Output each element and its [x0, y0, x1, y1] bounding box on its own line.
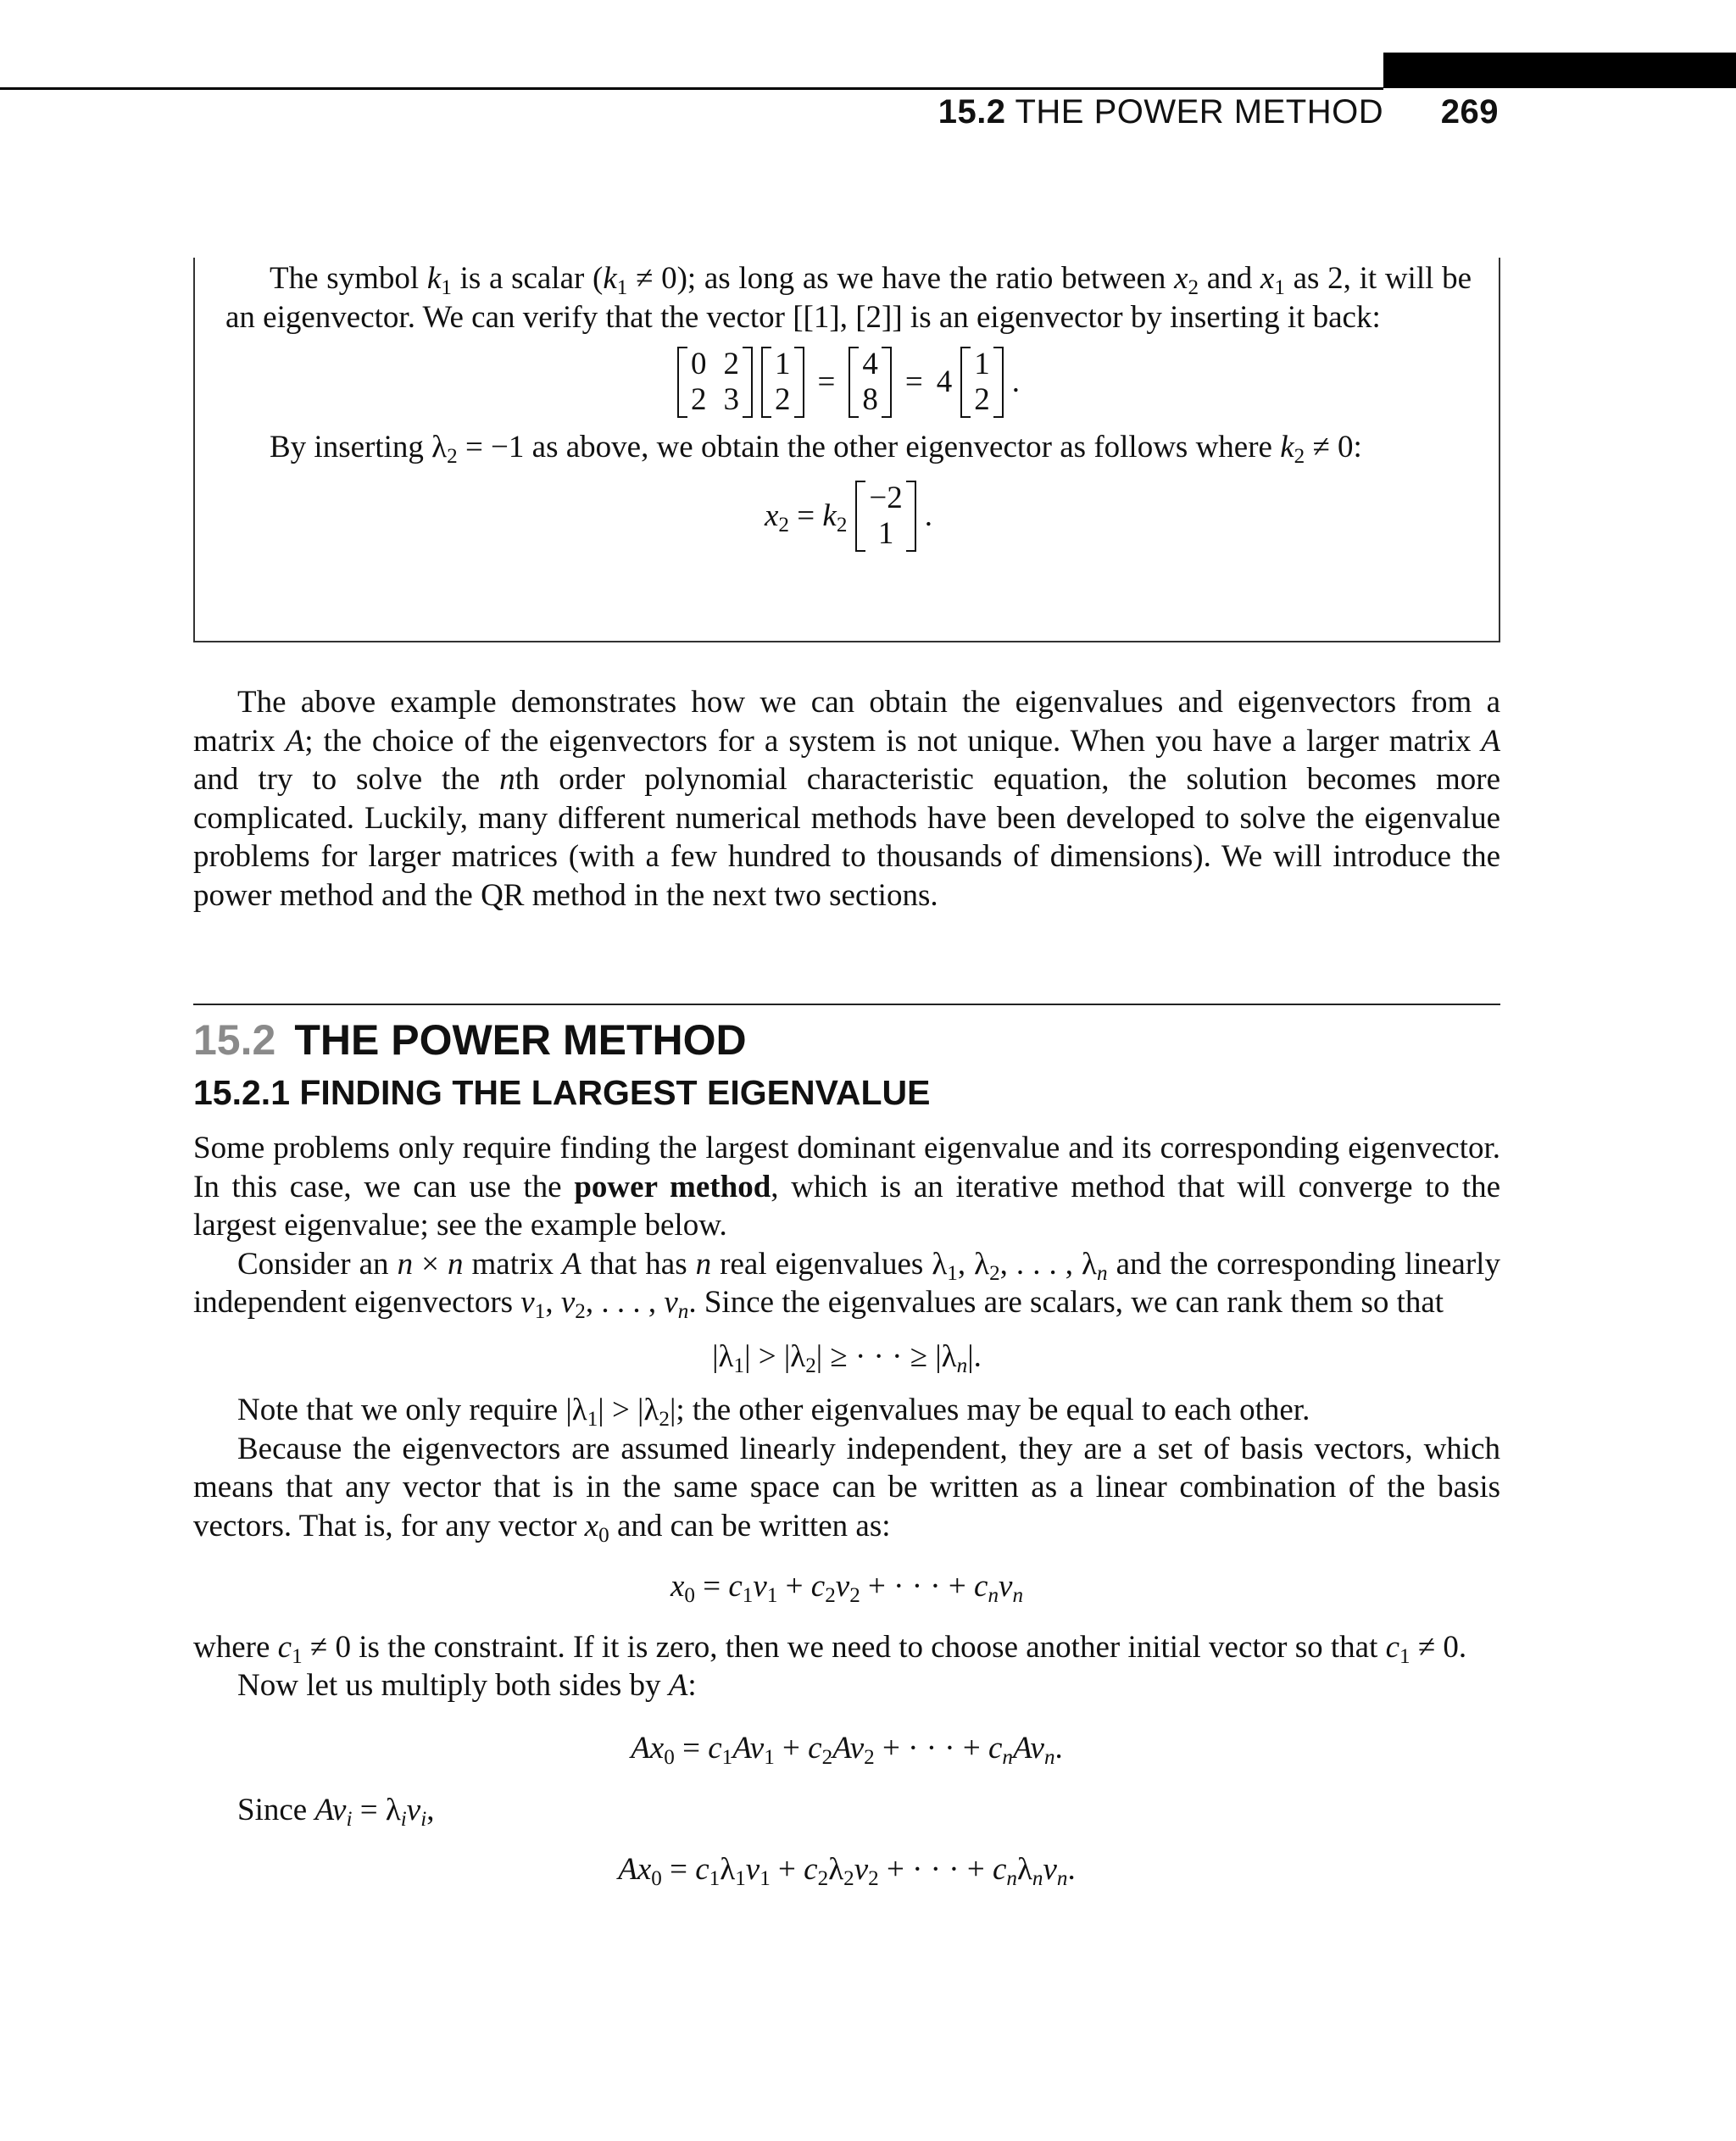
vector-v1: 1 2 [761, 347, 804, 418]
vector-v1-repeat: 1 2 [960, 347, 1004, 418]
body-paragraph-7: Since $Av_i = \lambda_iv_i$, [237, 1793, 435, 1832]
vector-e2: −2 1 [855, 481, 915, 552]
section-rule [193, 1004, 1500, 1005]
running-head-section-number: 15.2 [938, 93, 1006, 131]
running-head [938, 93, 1499, 131]
body-paragraph-1: Some problems only require finding the largest dominant eigenvalue and its corresponding eigenvector. In this case, we can use the power method, which is an iterative method that will converge to the largest eigenvalue; see the example below. [193, 1131, 1501, 1243]
eigenvector-verification-equation: 0 2 2 3 1 2 = 4 8 = 4 1 2 . [225, 347, 1472, 418]
subsection-heading: 15.2.1 FINDING THE LARGEST EIGENVALUE [193, 1073, 931, 1112]
linear-combination-equation: $x_0 = c_1v_1 + c_2v_2$ + · · · + $c_nv_n$ [670, 1569, 1024, 1608]
body-paragraph-4: Because the eigenvectors are assumed linearly independent, they are a set of basis vectors, which means that any vector that is in the same space can be written as a linear combination of the basis vectors. That is, for any vector $x_0$ and can be written as: [193, 1431, 1500, 1547]
matrix-a: 0 2 2 3 [677, 347, 753, 418]
body-paragraph-2: Consider an n × n matrix A that has n real eigenvalues $\lambda_1$, $\lambda_2$, . . . , $\lambda_n$ and the corresponding linearly independent eigenvectors $v_1$, $v_2$, . . . , $v_n$. Since the eigenvalues are scalars, we can rank them so that [193, 1246, 1500, 1324]
eigenvalue-ordering-equation: $|\lambda_1| > |\lambda_2|$ ≥ · · · ≥ $|\lambda_n|$. [712, 1338, 982, 1377]
example-paragraph-1: The symbol $k_1$ is a scalar $(k_1 \ne 0)$; as long as we have the ratio between $x_2$ and $x_1$ as 2, it will be an eigenvector. We can verify that the vector [[1], [2]] is an eigenvector by inserting it back: [225, 261, 1472, 335]
summary-paragraph: The above example demonstrates how we can obtain the eigenvalues and eigenvectors from a matrix A; the choice of the eigenvectors for a system is not unique. When you have a larger matrix A and try to solve the nth order polynomial characteristic equation, the solution becomes more complicated. Luckily, many different numerical methods have been developed to solve the eigenvalue problems for larger matrices (with a few hundred to thousands of dimensions). We will introduce the power method and the QR method in the next two sections. [193, 685, 1500, 913]
second-eigenvector-equation: $x_2 = k_2$ −2 1 . [764, 480, 933, 551]
running-head-section-title: THE POWER METHOD [1015, 93, 1384, 131]
section-title: THE POWER METHOD [294, 1016, 747, 1064]
page-number: 269 [1440, 93, 1499, 131]
example-content [225, 259, 1472, 552]
example-paragraph-2: By inserting $\lambda_2 = -1$ as above, we obtain the other eigenvector as follows where $k_2 \ne 0$: [270, 430, 1362, 469]
eigenvalue-expansion-equation: $Ax_0 = c_1\lambda_1v_1 + c_2\lambda_2v_2$ + · · · + $c_n\lambda_nv_n$. [618, 1851, 1076, 1890]
header-black-bar [1383, 53, 1736, 88]
body-paragraph-3: Note that we only require $|\lambda_1| > |\lambda_2|$; the other eigenvalues may be equal to each other. [237, 1393, 1310, 1432]
body-paragraph-5: where $c_1 \ne 0$ is the constraint. If it is zero, then we need to choose another initial vector so that $c_1 \ne 0$. [193, 1629, 1467, 1668]
multiply-by-a-equation: $Ax_0 = c_1Av_1 + c_2Av_2$ + · · · + $c_nAv_n$. [631, 1730, 1063, 1769]
example-box [193, 258, 1500, 642]
header-rule [0, 87, 1383, 90]
section-number: 15.2 [193, 1016, 276, 1064]
section-heading [193, 1015, 747, 1065]
body-paragraph-6: Now let us multiply both sides by A: [237, 1668, 697, 1703]
vector-result: 4 8 [849, 347, 892, 418]
section-body [193, 1129, 1500, 1909]
